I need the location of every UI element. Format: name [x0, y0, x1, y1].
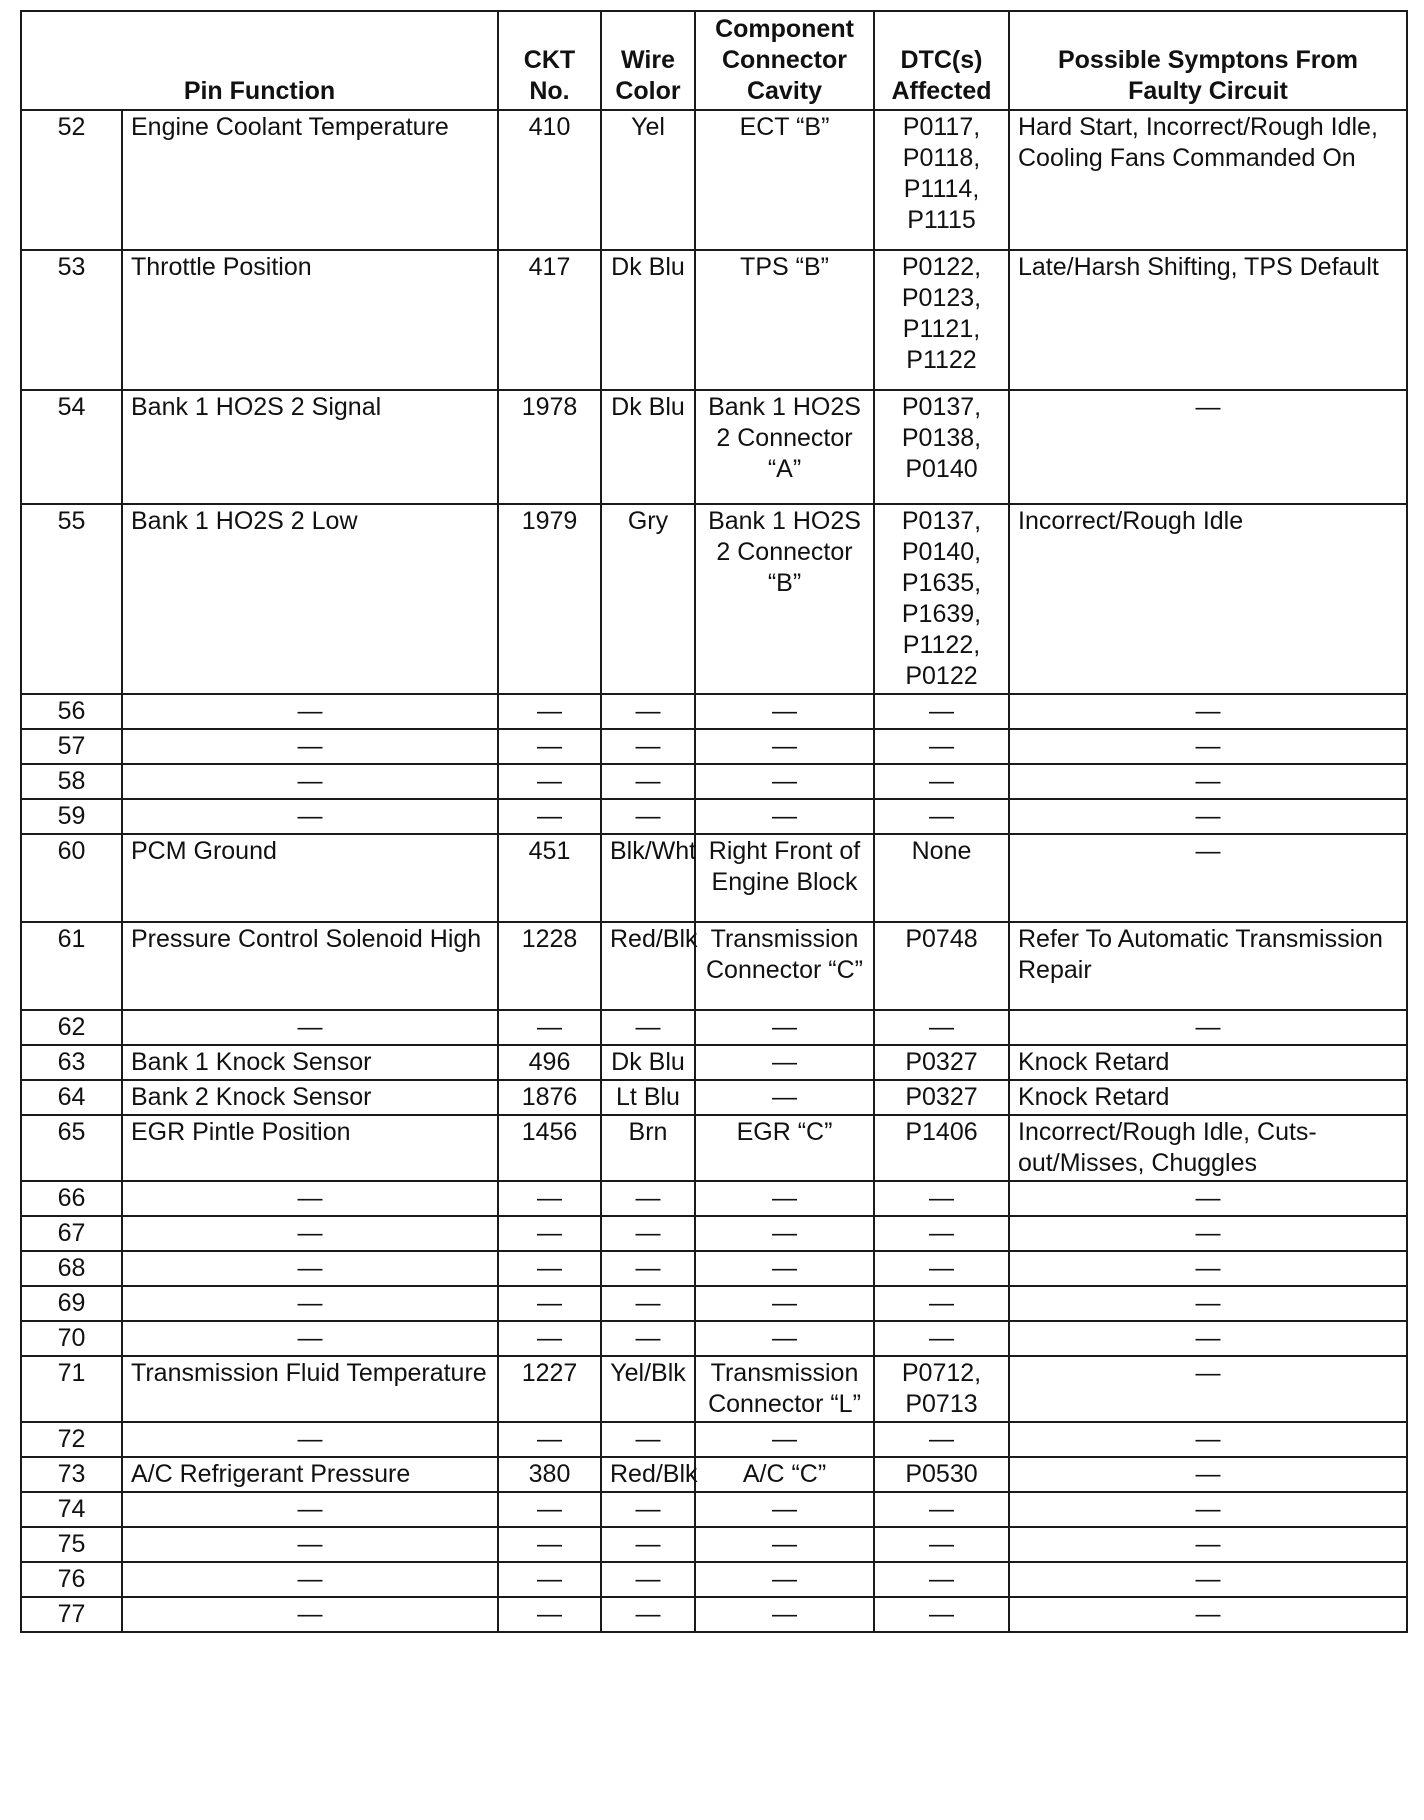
table-row [21, 1597, 1407, 1632]
table-row [21, 1080, 1407, 1115]
wire-color-cell: — [601, 1216, 695, 1251]
pin-number-cell: 76 [21, 1562, 122, 1597]
header-dtc-line-2: Affected [891, 77, 992, 105]
connector-cavity-cell: EGR “C” [695, 1115, 874, 1181]
wire-color-cell: — [601, 729, 695, 764]
connector-cavity-cell: — [695, 1492, 874, 1527]
wire-color-cell: Gry [601, 504, 695, 694]
pin-function-cell: — [122, 694, 498, 729]
connector-cavity-cell: — [695, 764, 874, 799]
symptoms-cell: — [1009, 834, 1407, 922]
table-row [21, 504, 1407, 694]
pin-function-cell: EGR Pintle Position [122, 1115, 498, 1181]
symptoms-cell: Hard Start, Incorrect/Rough Idle, Cooling Fans Commanded On [1009, 110, 1407, 250]
connector-cavity-cell: — [695, 1562, 874, 1597]
pin-function-cell: — [122, 1597, 498, 1632]
symptoms-cell: — [1009, 1010, 1407, 1045]
symptoms-cell: — [1009, 1457, 1407, 1492]
dtc-affected-cell: — [874, 1422, 1009, 1457]
ckt-number-cell: 380 [498, 1457, 601, 1492]
dtc-affected-cell: — [874, 1492, 1009, 1527]
dtc-affected-cell: — [874, 1286, 1009, 1321]
table-row [21, 1321, 1407, 1356]
pin-function-cell: Bank 1 HO2S 2 Signal [122, 390, 498, 504]
dtc-affected-cell: — [874, 729, 1009, 764]
connector-cavity-cell: A/C “C” [695, 1457, 874, 1492]
table-row [21, 1562, 1407, 1597]
dtc-affected-cell: — [874, 1597, 1009, 1632]
table-row [21, 1286, 1407, 1321]
symptoms-cell: — [1009, 1286, 1407, 1321]
pin-function-cell: Pressure Control Solenoid High [122, 922, 498, 1010]
table-row [21, 834, 1407, 922]
connector-cavity-cell: Bank 1 HO2S 2 Connector “B” [695, 504, 874, 694]
wire-color-cell: — [601, 1527, 695, 1562]
symptoms-cell: Knock Retard [1009, 1080, 1407, 1115]
wire-color-cell: Dk Blu [601, 390, 695, 504]
ckt-number-cell: 1456 [498, 1115, 601, 1181]
pin-function-cell: — [122, 1216, 498, 1251]
pin-number-cell: 68 [21, 1251, 122, 1286]
connector-cavity-cell: ECT “B” [695, 110, 874, 250]
dtc-affected-cell: — [874, 1216, 1009, 1251]
pin-number-cell: 63 [21, 1045, 122, 1080]
symptoms-cell: — [1009, 729, 1407, 764]
pin-function-cell: PCM Ground [122, 834, 498, 922]
ckt-number-cell: — [498, 1527, 601, 1562]
connector-cavity-cell: — [695, 729, 874, 764]
table-row [21, 1527, 1407, 1562]
symptoms-cell: Incorrect/Rough Idle, Cuts-out/Misses, Chuggles [1009, 1115, 1407, 1181]
symptoms-cell: — [1009, 390, 1407, 504]
ckt-number-cell: — [498, 1286, 601, 1321]
header-cavity-line-2: Connector [722, 46, 847, 74]
table-row [21, 1181, 1407, 1216]
pin-number-cell: 65 [21, 1115, 122, 1181]
pin-number-cell: 75 [21, 1527, 122, 1562]
ckt-number-cell: — [498, 1562, 601, 1597]
connector-cavity-cell: — [695, 1181, 874, 1216]
wire-color-cell: Yel/Blk [601, 1356, 695, 1422]
connector-cavity-cell: — [695, 1286, 874, 1321]
ckt-number-cell: 1227 [498, 1356, 601, 1422]
dtc-affected-cell: — [874, 694, 1009, 729]
symptoms-cell: Knock Retard [1009, 1045, 1407, 1080]
header-ckt-line-2: No. [529, 77, 570, 105]
header-symptoms-line-1: Possible Symptons From [1057, 46, 1359, 74]
connector-cavity-cell: Transmission Connector “L” [695, 1356, 874, 1422]
dtc-affected-cell: — [874, 799, 1009, 834]
ckt-number-cell: 451 [498, 834, 601, 922]
pin-function-cell: — [122, 1321, 498, 1356]
wire-color-cell: — [601, 764, 695, 799]
symptoms-cell: — [1009, 694, 1407, 729]
pin-function-cell: Engine Coolant Temperature [122, 110, 498, 250]
pin-number-cell: 64 [21, 1080, 122, 1115]
symptoms-cell: — [1009, 1216, 1407, 1251]
pin-number-cell: 60 [21, 834, 122, 922]
wire-color-cell: — [601, 1562, 695, 1597]
pin-function-cell: Bank 2 Knock Sensor [122, 1080, 498, 1115]
dtc-affected-cell: P0122, P0123, P1121, P1122 [874, 250, 1009, 390]
pin-function-cell: — [122, 1562, 498, 1597]
dtc-affected-cell: P0137, P0138, P0140 [874, 390, 1009, 504]
pin-number-cell: 72 [21, 1422, 122, 1457]
header-dtc-line-1: DTC(s) [900, 46, 983, 74]
wire-color-cell: — [601, 1492, 695, 1527]
ckt-number-cell: — [498, 1181, 601, 1216]
pin-function-cell: Transmission Fluid Temperature [122, 1356, 498, 1422]
header-symptoms-line-2: Faulty Circuit [1128, 77, 1288, 105]
dtc-affected-cell: P0117, P0118, P1114, P1115 [874, 110, 1009, 250]
connector-cavity-cell: — [695, 1216, 874, 1251]
pin-function-cell: Bank 1 Knock Sensor [122, 1045, 498, 1080]
pin-function-cell: Bank 1 HO2S 2 Low [122, 504, 498, 694]
symptoms-cell: — [1009, 1356, 1407, 1422]
header-wire-line-1: Wire [621, 46, 675, 74]
table-row [21, 1251, 1407, 1286]
table-row [21, 694, 1407, 729]
pin-number-cell: 70 [21, 1321, 122, 1356]
ckt-number-cell: 417 [498, 250, 601, 390]
dtc-affected-cell: — [874, 1010, 1009, 1045]
header-wire-color [601, 11, 695, 110]
pin-function-cell: — [122, 1527, 498, 1562]
pin-function-cell: — [122, 764, 498, 799]
connector-cavity-cell: Bank 1 HO2S 2 Connector “A” [695, 390, 874, 504]
dtc-affected-cell: — [874, 1527, 1009, 1562]
symptoms-cell: — [1009, 1422, 1407, 1457]
connector-cavity-cell: — [695, 1251, 874, 1286]
dtc-affected-cell: None [874, 834, 1009, 922]
wire-color-cell: — [601, 1321, 695, 1356]
wire-color-cell: Lt Blu [601, 1080, 695, 1115]
pin-number-cell: 71 [21, 1356, 122, 1422]
wire-color-cell: Yel [601, 110, 695, 250]
table-row [21, 799, 1407, 834]
pin-number-cell: 56 [21, 694, 122, 729]
pin-function-cell: — [122, 729, 498, 764]
symptoms-cell: — [1009, 1251, 1407, 1286]
table-row [21, 250, 1407, 390]
pin-function-cell: — [122, 1181, 498, 1216]
symptoms-cell: — [1009, 1181, 1407, 1216]
pin-function-cell: Throttle Position [122, 250, 498, 390]
pin-number-cell: 59 [21, 799, 122, 834]
header-component-cavity [695, 11, 874, 110]
ckt-number-cell: — [498, 1216, 601, 1251]
header-dtcs-affected [874, 11, 1009, 110]
header-cavity-line-1: Component [715, 15, 854, 43]
table-row [21, 1115, 1407, 1181]
pin-number-cell: 77 [21, 1597, 122, 1632]
header-cavity-line-3: Cavity [746, 77, 823, 105]
symptoms-cell: — [1009, 1527, 1407, 1562]
pin-function-cell: — [122, 799, 498, 834]
pin-number-cell: 61 [21, 922, 122, 1010]
ckt-number-cell: — [498, 729, 601, 764]
ckt-number-cell: 1876 [498, 1080, 601, 1115]
ckt-number-cell: — [498, 694, 601, 729]
pin-number-cell: 67 [21, 1216, 122, 1251]
symptoms-cell: Incorrect/Rough Idle [1009, 504, 1407, 694]
ckt-number-cell: 496 [498, 1045, 601, 1080]
ckt-number-cell: 1978 [498, 390, 601, 504]
pin-rows [21, 110, 1407, 1632]
connector-cavity-cell: — [695, 1422, 874, 1457]
pin-function-cell: — [122, 1492, 498, 1527]
pin-function-cell: — [122, 1251, 498, 1286]
connector-cavity-cell: — [695, 1527, 874, 1562]
wire-color-cell: — [601, 1010, 695, 1045]
connector-cavity-cell: — [695, 1597, 874, 1632]
wire-color-cell: — [601, 799, 695, 834]
pin-function-cell: — [122, 1010, 498, 1045]
dtc-affected-cell: P0530 [874, 1457, 1009, 1492]
table-row [21, 1010, 1407, 1045]
wire-color-cell: — [601, 1597, 695, 1632]
table-row [21, 1045, 1407, 1080]
symptoms-cell: — [1009, 1492, 1407, 1527]
dtc-affected-cell: — [874, 1251, 1009, 1286]
header-ckt-no [498, 11, 601, 110]
pin-number-cell: 55 [21, 504, 122, 694]
dtc-affected-cell: P0137, P0140, P1635, P1639, P1122, P0122 [874, 504, 1009, 694]
wire-color-cell: — [601, 1422, 695, 1457]
dtc-affected-cell: P0748 [874, 922, 1009, 1010]
wire-color-cell: Dk Blu [601, 250, 695, 390]
wire-color-cell: Red/Blk [601, 922, 695, 1010]
ckt-number-cell: — [498, 764, 601, 799]
dtc-affected-cell: — [874, 764, 1009, 799]
symptoms-cell: Refer To Automatic Transmission Repair [1009, 922, 1407, 1010]
connector-cavity-cell: — [695, 799, 874, 834]
pin-function-cell: — [122, 1286, 498, 1321]
table-row [21, 390, 1407, 504]
table-row [21, 1457, 1407, 1492]
pin-number-cell: 58 [21, 764, 122, 799]
header-ckt-line-1: CKT [523, 46, 576, 74]
pin-number-cell: 52 [21, 110, 122, 250]
connector-cavity-cell: TPS “B” [695, 250, 874, 390]
ckt-number-cell: — [498, 799, 601, 834]
header-row [21, 11, 1407, 110]
ckt-number-cell: 1979 [498, 504, 601, 694]
wire-color-cell: — [601, 694, 695, 729]
table-row [21, 1216, 1407, 1251]
symptoms-cell: — [1009, 1597, 1407, 1632]
wire-color-cell: — [601, 1181, 695, 1216]
dtc-affected-cell: — [874, 1181, 1009, 1216]
connector-cavity-cell: — [695, 1010, 874, 1045]
connector-cavity-cell: Right Front of Engine Block [695, 834, 874, 922]
ckt-number-cell: 410 [498, 110, 601, 250]
symptoms-cell: Late/Harsh Shifting, TPS Default [1009, 250, 1407, 390]
ckt-number-cell: — [498, 1010, 601, 1045]
pin-number-cell: 54 [21, 390, 122, 504]
ckt-number-cell: — [498, 1321, 601, 1356]
symptoms-cell: — [1009, 1321, 1407, 1356]
pin-number-cell: 69 [21, 1286, 122, 1321]
pin-function-cell: — [122, 1422, 498, 1457]
table-row [21, 729, 1407, 764]
dtc-affected-cell: P0327 [874, 1045, 1009, 1080]
connector-cavity-cell: — [695, 1045, 874, 1080]
ckt-number-cell: — [498, 1597, 601, 1632]
pin-number-cell: 57 [21, 729, 122, 764]
connector-cavity-cell: — [695, 1080, 874, 1115]
table-row [21, 1492, 1407, 1527]
wire-color-cell: — [601, 1286, 695, 1321]
wire-color-cell: Red/Blk [601, 1457, 695, 1492]
symptoms-cell: — [1009, 799, 1407, 834]
wire-color-cell: — [601, 1251, 695, 1286]
dtc-affected-cell: — [874, 1562, 1009, 1597]
table-row [21, 764, 1407, 799]
pin-number-cell: 73 [21, 1457, 122, 1492]
symptoms-cell: — [1009, 764, 1407, 799]
connector-cavity-cell: — [695, 694, 874, 729]
wire-color-cell: Dk Blu [601, 1045, 695, 1080]
dtc-affected-cell: P0712, P0713 [874, 1356, 1009, 1422]
header-symptoms [1009, 11, 1407, 110]
dtc-affected-cell: — [874, 1321, 1009, 1356]
table-row [21, 1356, 1407, 1422]
symptoms-cell: — [1009, 1562, 1407, 1597]
table-row [21, 922, 1407, 1010]
ckt-number-cell: 1228 [498, 922, 601, 1010]
dtc-affected-cell: P1406 [874, 1115, 1009, 1181]
pin-table-page [20, 10, 1406, 1633]
ckt-number-cell: — [498, 1422, 601, 1457]
table-row [21, 110, 1407, 250]
pin-number-cell: 74 [21, 1492, 122, 1527]
pin-function-cell: A/C Refrigerant Pressure [122, 1457, 498, 1492]
pin-number-cell: 62 [21, 1010, 122, 1045]
pin-number-cell: 66 [21, 1181, 122, 1216]
connector-cavity-cell: — [695, 1321, 874, 1356]
wire-color-cell: Brn [601, 1115, 695, 1181]
header-pin-function: Pin Function [21, 11, 498, 110]
table-row [21, 1422, 1407, 1457]
dtc-affected-cell: P0327 [874, 1080, 1009, 1115]
connector-cavity-cell: Transmission Connector “C” [695, 922, 874, 1010]
wire-color-cell: Blk/Wht [601, 834, 695, 922]
header-wire-line-2: Color [615, 77, 681, 105]
pin-function-table [20, 10, 1408, 1633]
ckt-number-cell: — [498, 1492, 601, 1527]
pin-number-cell: 53 [21, 250, 122, 390]
ckt-number-cell: — [498, 1251, 601, 1286]
